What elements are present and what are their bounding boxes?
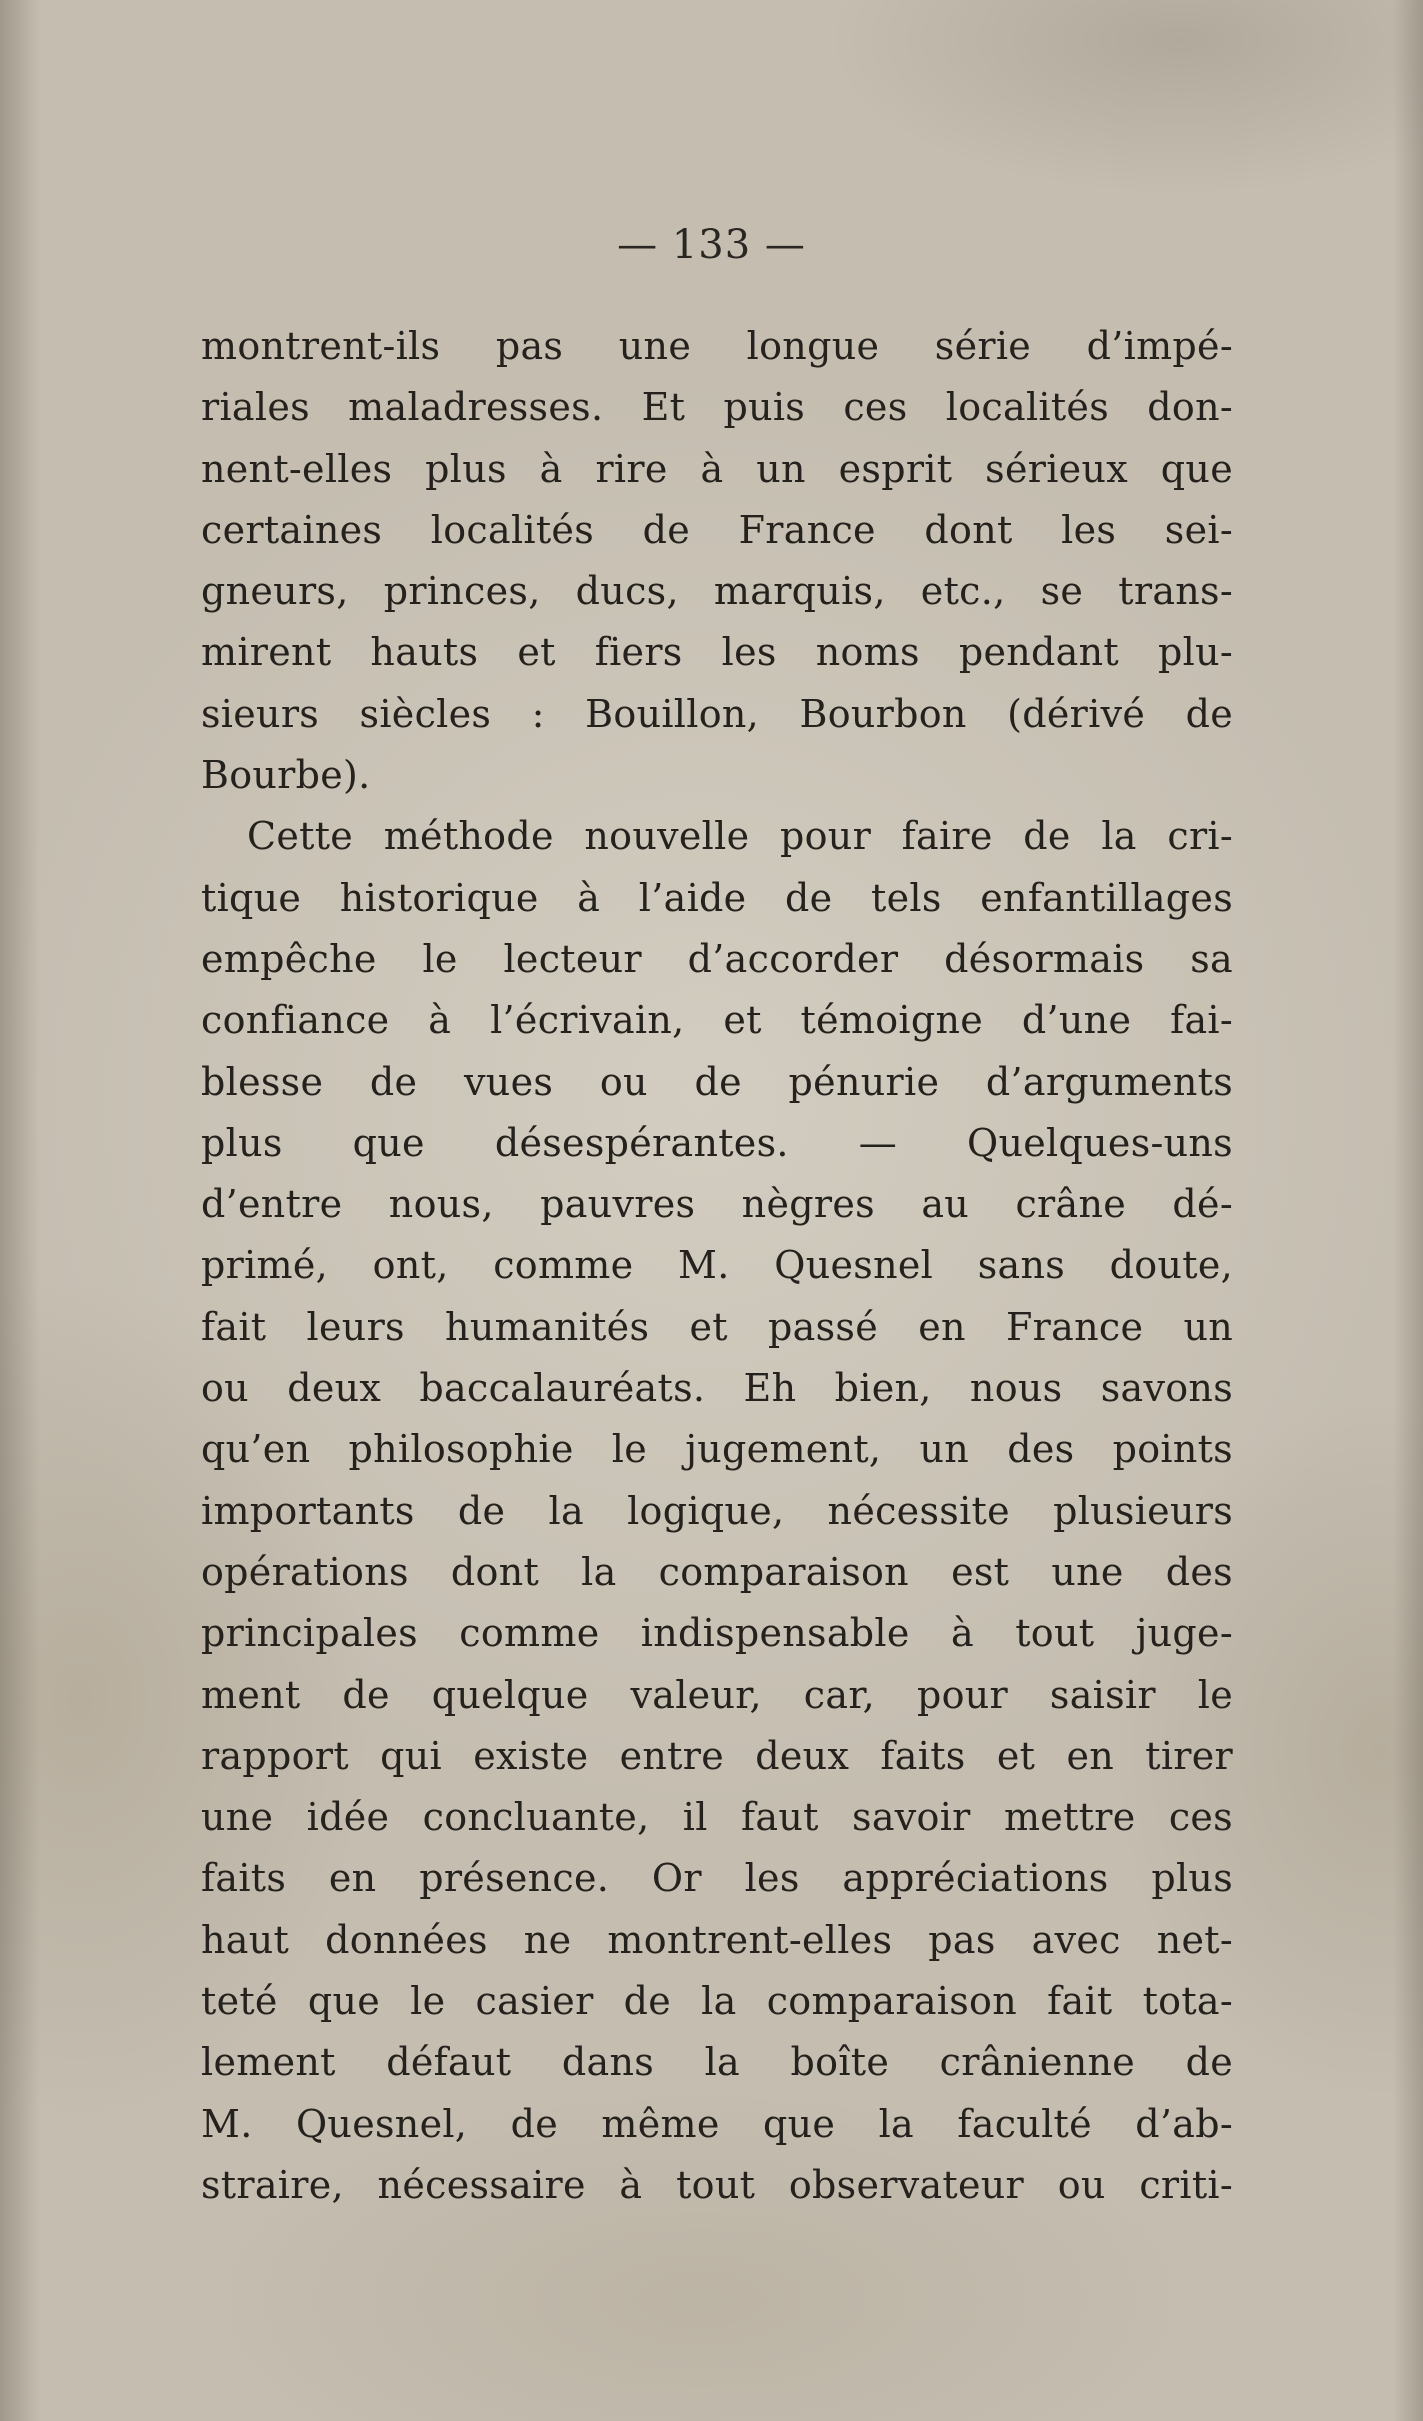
page-edge-shadow-right	[1393, 0, 1423, 2421]
text-line: plus que désespérantes. — Quelques-uns	[201, 1120, 1233, 1165]
text-line: qu’en philosophie le jugement, un des points	[201, 1427, 1233, 1472]
text-line: primé, ont, comme M. Quesnel sans doute,	[201, 1243, 1233, 1288]
text-line: gneurs, princes, ducs, marquis, etc., se trans-	[201, 569, 1233, 614]
page-edge-shadow-left	[0, 0, 40, 2421]
text-line: importants de la logique, nécessite plusieurs	[201, 1488, 1233, 1533]
text-line: ment de quelque valeur, car, pour saisir le	[201, 1672, 1233, 1717]
text-line: nent-elles plus à rire à un esprit sérieux que	[201, 446, 1233, 491]
text-line: straire, nécessaire à tout observateur ou criti-	[201, 2162, 1233, 2207]
text-line: montrent-ils pas une longue série d’impé-	[201, 324, 1233, 368]
text-line: ou deux baccalauréats. Eh bien, nous savons	[201, 1366, 1233, 1411]
text-line: sieurs siècles : Bouillon, Bourbon (dérivé de	[201, 691, 1233, 736]
text-line: opérations dont la comparaison est une des	[201, 1549, 1233, 1594]
text-line: certaines localités de France dont les sei-	[201, 507, 1233, 552]
text-line: lement défaut dans la boîte crânienne de	[201, 2040, 1233, 2085]
page-number: — 133 —	[617, 222, 806, 268]
text-line: rapport qui existe entre deux faits et en tirer	[201, 1733, 1233, 1778]
text-line: mirent hauts et fiers les noms pendant plu-	[201, 630, 1233, 675]
text-line: fait leurs humanités et passé en France un	[201, 1304, 1233, 1349]
text-line: une idée concluante, il faut savoir mettre ces	[201, 1795, 1233, 1840]
text-line: riales maladresses. Et puis ces localités don-	[201, 385, 1233, 430]
text-line: M. Quesnel, de même que la faculté d’ab-	[201, 2101, 1233, 2146]
text-line: principales comme indispensable à tout juge-	[201, 1611, 1233, 1656]
text-line: haut données ne montrent-elles pas avec net-	[201, 1917, 1233, 1962]
text-line: confiance à l’écrivain, et témoigne d’une fai-	[201, 998, 1233, 1043]
text-line: faits en présence. Or les appréciations plus	[201, 1856, 1233, 1901]
body-text	[201, 316, 1233, 2216]
text-line: teté que le casier de la comparaison fait tota-	[201, 1979, 1233, 2024]
text-line: Cette méthode nouvelle pour faire de la cri-	[247, 814, 1233, 859]
text-line: empêche le lecteur d’accorder désormais sa	[201, 936, 1233, 981]
text-line: tique historique à l’aide de tels enfantillages	[201, 875, 1233, 920]
text-line: blesse de vues ou de pénurie d’arguments	[201, 1059, 1233, 1104]
text-line: d’entre nous, pauvres nègres au crâne dé-	[201, 1182, 1233, 1227]
text-line: Bourbe).	[201, 753, 371, 798]
